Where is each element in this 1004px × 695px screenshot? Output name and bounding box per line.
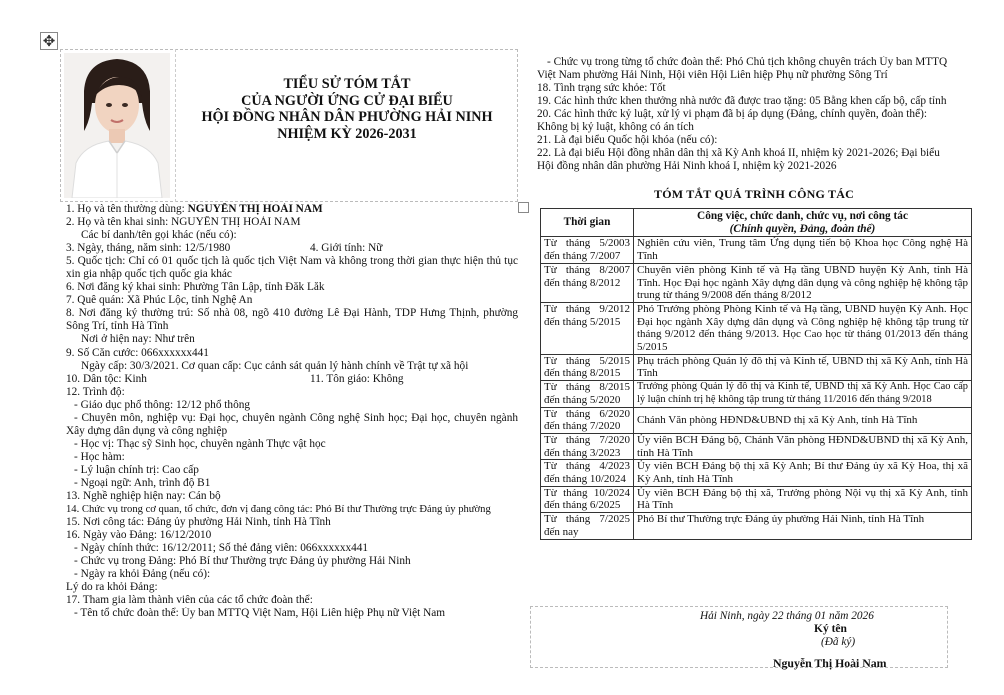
- table-row: [541, 460, 972, 486]
- bio-line-7: 7. Quê quán: Xã Phúc Lộc, tỉnh Nghệ An: [66, 294, 253, 307]
- row-desc: Phó Trưởng phòng Phòng Kinh tế và Hạ tầng, UBND huyện Kỳ Anh. Học Đại học ngành Xây dựng dân dụng và Công nghiệp hệ không tập trung từ tháng 9/2012 đến tháng 9/2013. Học Cao học từ tháng 01/2013 đến tháng 5/2015: [634, 302, 972, 354]
- bio-line-8b: Nơi ở hiện nay: Như trên: [81, 333, 195, 346]
- bio-line-12b: - Chuyên môn, nghiệp vụ: Đại học, chuyên ngành Công nghệ Sinh học; Đại học, chuyên ngành Xây dựng dân dụng và công nghiệp: [66, 411, 518, 437]
- bio-line-1: [66, 203, 518, 216]
- gender: 4. Giới tính: Nữ: [310, 242, 383, 255]
- signature-label: Ký tên: [814, 623, 847, 635]
- row-time: Từ tháng 4/2023 đến tháng 10/2024: [541, 460, 634, 486]
- table-row: [541, 237, 972, 263]
- right-line-22: 22. Là đại biểu Hội đồng nhân dân thị xã Kỳ Anh khoá II, nhiệm kỳ 2021-2026; Đại biểu: [537, 147, 940, 160]
- table-row: [541, 302, 972, 354]
- bio-line-12d: - Học hàm:: [74, 450, 125, 463]
- col-header-desc: [634, 209, 972, 237]
- bio-line-2: 2. Họ và tên khai sinh: NGUYỄN THỊ HOÀI NAM: [66, 216, 301, 229]
- right-line-1b: Việt Nam phường Hải Ninh, Hội viên Hội Liên hiệp Phụ nữ phường Sông Trí: [537, 69, 888, 82]
- portrait-photo: [64, 53, 170, 198]
- right-line-19: 19. Các hình thức khen thưởng nhà nước đã được trao tặng: 05 Bằng khen cấp bộ, cấp tỉnh: [537, 95, 947, 108]
- bio-line-6: 6. Nơi đăng ký khai sinh: Phường Tân Lập, tỉnh Đăk Lăk: [66, 281, 325, 294]
- full-name-label: 1. Họ và tên thường dùng:: [66, 203, 188, 215]
- title-line-1: TIỂU SỬ TÓM TẮT: [283, 76, 411, 92]
- bio-line-17: 17. Tham gia làm thành viên của các tổ chức đoàn thể:: [66, 594, 313, 607]
- bio-line-12f: - Ngoại ngữ: Anh, trình độ B1: [74, 476, 211, 489]
- col-time-label: Thời gian: [563, 216, 611, 229]
- right-line-21: 21. Là đại biểu Quốc hội khóa (nếu có):: [537, 134, 718, 147]
- row-time: Từ tháng 5/2003 đến tháng 7/2007: [541, 237, 634, 263]
- right-line-18: 18. Tình trạng sức khỏe: Tốt: [537, 82, 666, 95]
- row-time: Từ tháng 8/2015 đến tháng 5/2020: [541, 381, 634, 407]
- bio-line-9: 9. Số Căn cước: 066xxxxxx441: [66, 346, 209, 359]
- row-desc: Ủy viên BCH Đảng bộ thị xã, Trưởng phòng Nội vụ thị xã Kỳ Anh, tỉnh Hà Tĩnh: [634, 486, 972, 512]
- bio-line-16: 16. Ngày vào Đảng: 16/12/2010: [66, 529, 212, 542]
- bio-line-16d: Lý do ra khỏi Đảng:: [66, 581, 158, 594]
- right-column-info: [537, 56, 971, 173]
- table-row: [541, 486, 972, 512]
- signature-note: (Đã ký): [821, 636, 856, 648]
- header-divider: [175, 49, 176, 202]
- bio-line-16b: - Chức vụ trong Đảng: Phó Bí thư Thường trực Đảng ủy phường Hải Ninh: [74, 555, 411, 568]
- right-line-20: 20. Các hình thức kỷ luật, xử lý vi phạm đã bị áp dụng (Đảng, chính quyền, đoàn thể):: [537, 108, 927, 121]
- signature-date: Hải Ninh, ngày 22 tháng 01 năm 2026: [700, 610, 874, 622]
- bio-line-17a: - Tên tổ chức đoàn thể: Ủy ban MTTQ Việt Nam, Hội Liên hiệp Phụ nữ Việt Nam: [74, 607, 446, 620]
- bio-line-14: 14. Chức vụ trong cơ quan, tổ chức, đơn vị đang công tác: Phó Bí thư Thường trực Đảng ủy phường: [66, 504, 491, 516]
- row-time: Từ tháng 8/2007 đến tháng 8/2012: [541, 263, 634, 302]
- row-desc: Chánh Văn phòng HĐND&UBND thị xã Kỳ Anh, tỉnh Hà Tĩnh: [634, 407, 972, 433]
- bio-line-10: [66, 373, 518, 386]
- table-row: [541, 263, 972, 302]
- title-line-3: HỘI ĐỒNG NHÂN DÂN PHƯỜNG HẢI NINH: [201, 109, 493, 125]
- row-time: Từ tháng 5/2015 đến tháng 8/2015: [541, 354, 634, 380]
- title-line-4: NHIỆM KỲ 2026-2031: [277, 125, 417, 142]
- career-table-header: [541, 209, 972, 237]
- row-time: Từ tháng 7/2025 đến nay: [541, 513, 634, 539]
- bio-line-12: 12. Trình độ:: [66, 385, 125, 398]
- document-title: [180, 76, 514, 142]
- row-time: Từ tháng 7/2020 đến tháng 3/2023: [541, 433, 634, 459]
- bio-line-16a: - Ngày chính thức: 16/12/2011; Số thẻ đảng viên: 066xxxxxx441: [74, 542, 369, 555]
- ethnicity: 10. Dân tộc: Kinh: [66, 372, 147, 385]
- table-row: [541, 354, 972, 380]
- row-desc: Ủy viên BCH Đảng bộ, Chánh Văn phòng HĐND&UBND thị xã Kỳ Anh, tỉnh Hà Tĩnh: [634, 433, 972, 459]
- bio-line-12c: - Học vị: Thạc sỹ Sinh học, chuyên ngành Thực vật học: [74, 437, 326, 450]
- table-resize-handle[interactable]: [518, 202, 529, 213]
- row-desc: Nghiên cứu viên, Trung tâm Ứng dụng tiến bộ Khoa học Công nghệ Hà Tĩnh: [634, 237, 972, 263]
- row-time: Từ tháng 6/2020 đến tháng 7/2020: [541, 407, 634, 433]
- bio-line-2b: Các bí danh/tên gọi khác (nếu có):: [81, 229, 237, 242]
- row-time: Từ tháng 9/2012 đến tháng 5/2015: [541, 302, 634, 354]
- bio-line-15: 15. Nơi công tác: Đảng ủy phường Hải Ninh, tỉnh Hà Tĩnh: [66, 516, 331, 529]
- bio-line-16c: - Ngày ra khỏi Đảng (nếu có):: [74, 568, 211, 581]
- col-desc-sublabel: (Chính quyền, Đảng, đoàn thể): [729, 222, 876, 235]
- right-line-1: - Chức vụ trong từng tổ chức đoàn thể: Phó Chủ tịch không chuyên trách Ủy ban MTTQ: [547, 56, 948, 68]
- right-line-20b: Không bị kỷ luật, không có án tích: [537, 121, 694, 134]
- bio-line-3: [66, 242, 518, 255]
- career-section-title: TÓM TẮT QUÁ TRÌNH CÔNG TÁC: [653, 187, 854, 201]
- biography-section: [66, 203, 518, 621]
- bio-line-13: 13. Nghề nghiệp hiện nay: Cán bộ: [66, 490, 221, 503]
- row-desc: Ủy viên BCH Đảng bộ thị xã Kỳ Anh; Bí thư Đảng ủy xã Kỳ Hoa, thị xã Kỳ Anh, tỉnh Hà Tĩnh: [634, 460, 972, 486]
- bio-line-12a: - Giáo dục phổ thông: 12/12 phổ thông: [74, 398, 251, 411]
- full-name-value: NGUYỄN THỊ HOÀI NAM: [187, 203, 323, 215]
- title-line-2: CỦA NGƯỜI ỨNG CỬ ĐẠI BIỂU: [241, 92, 453, 109]
- row-desc: Trưởng phòng Quản lý đô thị và Kinh tế, UBND thị xã Kỳ Anh. Học Cao cấp lý luận chính trị hệ không tập trung từ tháng 11/2016 đến tháng 9/2018: [634, 381, 972, 407]
- table-move-handle-icon[interactable]: ✥: [40, 32, 58, 50]
- row-time: Từ tháng 10/2024 đến tháng 6/2025: [541, 486, 634, 512]
- table-row: [541, 381, 972, 407]
- bio-line-9b: Ngày cấp: 30/3/2021. Cơ quan cấp: Cục cảnh sát quản lý hành chính về Trật tự xã hội: [81, 359, 469, 372]
- right-line-22b: Hội đồng nhân dân phường Hải Ninh khoá I, nhiệm kỳ 2021-2026: [537, 160, 837, 173]
- signer-name: Nguyễn Thị Hoài Nam: [773, 656, 887, 670]
- row-desc: Phó Bí thư Thường trực Đảng ủy phường Hải Ninh, tỉnh Hà Tĩnh: [634, 513, 972, 539]
- table-row: [541, 433, 972, 459]
- row-desc: Chuyên viên phòng Kinh tế và Hạ tầng UBND huyện Kỳ Anh, tỉnh Hà Tĩnh. Học Đại học ngành Xây dựng dân dụng và công nghiệp hệ không tập trung từ tháng 9/2008 đến tháng 8/2012: [634, 263, 972, 302]
- table-row: [541, 513, 972, 539]
- religion: 11. Tôn giáo: Không: [310, 372, 404, 385]
- bio-line-5: 5. Quốc tịch: Chỉ có 01 quốc tịch là quốc tịch Việt Nam và không trong thời gian thực hiện thủ tục xin gia nhập quốc tịch quốc gia khác: [66, 255, 518, 281]
- row-desc: Phụ trách phòng Quản lý đô thị và Kinh tế, UBND thị xã Kỳ Anh, tỉnh Hà Tĩnh: [634, 354, 972, 380]
- bio-line-12e: - Lý luận chính trị: Cao cấp: [74, 463, 199, 476]
- bio-line-8: 8. Nơi đăng ký thường trú: Số nhà 08, ngõ 410 đường Lê Đại Hành, TDP Hưng Thịnh, phường Sông Trí, tỉnh Hà Tĩnh: [66, 307, 518, 333]
- table-row: [541, 407, 972, 433]
- col-header-time: [541, 209, 634, 237]
- birthdate: 3. Ngày, tháng, năm sinh: 12/5/1980: [66, 242, 231, 255]
- career-table: [540, 208, 972, 540]
- col-desc-label: Công việc, chức danh, chức vụ, nơi công tác: [697, 210, 908, 222]
